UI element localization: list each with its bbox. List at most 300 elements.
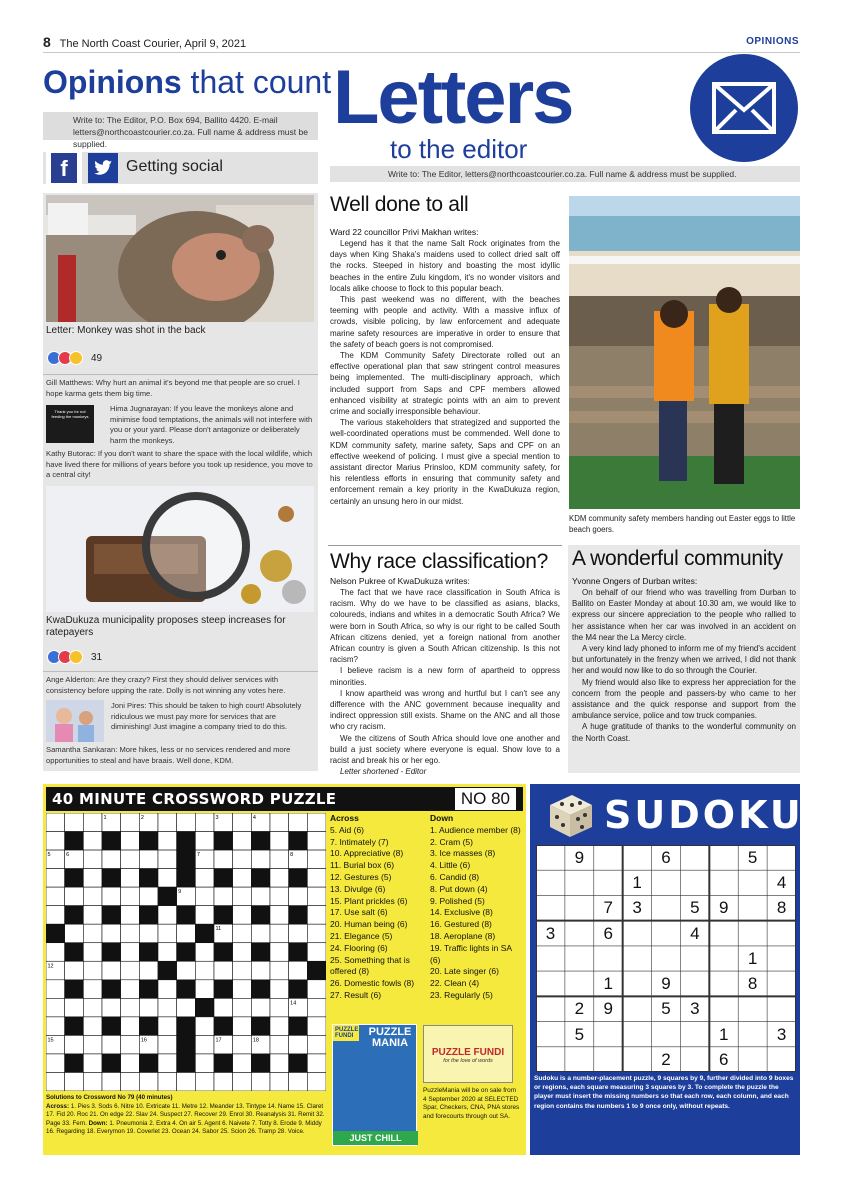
sudoku-cell[interactable]: 6 xyxy=(603,923,613,943)
envelope-glyph xyxy=(690,54,798,162)
crossword-cell[interactable] xyxy=(307,869,326,888)
crossword-cell[interactable] xyxy=(121,887,140,906)
crossword-cell[interactable] xyxy=(121,943,140,962)
sudoku-cell[interactable] xyxy=(709,996,738,1021)
crossword-black-cell xyxy=(251,1017,270,1036)
sudoku-cell[interactable] xyxy=(536,870,565,895)
crossword-cell[interactable] xyxy=(270,924,289,943)
sudoku-cell[interactable]: 6 xyxy=(661,848,671,867)
twitter-icon[interactable] xyxy=(86,152,120,184)
sudoku-cell[interactable] xyxy=(767,845,796,870)
crossword-cell[interactable] xyxy=(251,924,270,943)
sudoku-cell[interactable]: 3 xyxy=(632,898,642,918)
crossword-cell[interactable] xyxy=(251,1072,270,1091)
sudoku-cell[interactable] xyxy=(680,1022,709,1047)
sudoku-cell[interactable]: 3 xyxy=(690,999,700,1019)
sudoku-cell[interactable]: 1 xyxy=(747,948,758,968)
crossword-cell[interactable] xyxy=(195,1072,214,1091)
crossword-black-cell xyxy=(139,906,158,925)
crossword-cell[interactable] xyxy=(233,869,252,888)
crossword-cell[interactable] xyxy=(251,887,270,906)
crossword-cell[interactable] xyxy=(270,1054,289,1073)
crossword-cell[interactable] xyxy=(121,1017,140,1036)
crossword-cell[interactable] xyxy=(83,906,102,925)
crossword-cell[interactable] xyxy=(195,980,214,999)
crossword-cell[interactable] xyxy=(251,998,270,1017)
crossword-black-cell xyxy=(177,1017,196,1036)
crossword-cell[interactable] xyxy=(233,832,252,851)
sudoku-cell[interactable] xyxy=(565,971,594,996)
crossword-cell[interactable] xyxy=(195,1035,214,1054)
crossword-clue-number: 3 xyxy=(215,815,219,821)
sudoku-cell[interactable]: 1 xyxy=(603,974,613,994)
wonderful-paragraph: My friend would also like to express her appreciation for the concern from the people and passers-by who came to her assistance and the quick response and support from the ambulance service, police and tow truck companies. xyxy=(572,677,796,721)
crossword-cell[interactable] xyxy=(121,924,140,943)
clue-item: 9. Polished (5) xyxy=(430,895,485,906)
crossword-cell[interactable] xyxy=(307,1017,326,1036)
sudoku-cell[interactable] xyxy=(767,971,796,996)
crossword-cell[interactable] xyxy=(214,998,233,1017)
crossword-cell[interactable] xyxy=(307,850,326,869)
sudoku-cell[interactable]: 9 xyxy=(661,974,671,994)
down-clue-list xyxy=(430,825,524,1002)
crossword-cell[interactable] xyxy=(270,998,289,1017)
crossword-cell[interactable] xyxy=(270,961,289,980)
crossword-cell[interactable] xyxy=(195,832,214,851)
crossword-cell[interactable] xyxy=(251,961,270,980)
sudoku-cell[interactable] xyxy=(652,870,681,895)
crossword-cell[interactable] xyxy=(158,943,177,962)
sudoku-cell[interactable] xyxy=(536,845,565,870)
sudoku-cell[interactable]: 9 xyxy=(574,848,585,867)
crossword-cell[interactable] xyxy=(158,869,177,888)
crossword-cell[interactable] xyxy=(233,961,252,980)
crossword-number: NO 80 xyxy=(455,788,516,810)
sudoku-cell[interactable]: 1 xyxy=(632,873,642,893)
crossword-cell[interactable] xyxy=(158,1017,177,1036)
crossword-cell[interactable] xyxy=(307,1054,326,1073)
crossword-cell[interactable] xyxy=(121,1072,140,1091)
sudoku-cell[interactable] xyxy=(738,870,767,895)
sudoku-cell[interactable]: 8 xyxy=(776,898,787,918)
crossword-black-cell xyxy=(177,869,196,888)
crossword-cell[interactable] xyxy=(270,813,289,832)
crossword-cell[interactable] xyxy=(46,1017,65,1036)
sudoku-cell[interactable] xyxy=(680,971,709,996)
crossword-cell[interactable] xyxy=(270,1035,289,1054)
sudoku-cell[interactable]: 9 xyxy=(719,898,729,918)
crossword-cell[interactable] xyxy=(83,832,102,851)
post2-divider xyxy=(43,671,318,672)
crossword-cell[interactable] xyxy=(158,850,177,869)
crossword-black-cell xyxy=(65,906,84,925)
crossword-cell[interactable] xyxy=(214,887,233,906)
crossword-cell[interactable] xyxy=(121,1035,140,1054)
sudoku-cell[interactable]: 4 xyxy=(776,873,787,893)
crossword-cell[interactable] xyxy=(307,980,326,999)
crossword-cell[interactable] xyxy=(158,813,177,832)
crossword-cell[interactable] xyxy=(270,850,289,869)
crossword-cell[interactable] xyxy=(46,906,65,925)
sudoku-cell[interactable] xyxy=(652,1022,681,1047)
crossword-clue-number: 7 xyxy=(196,852,200,859)
crossword-cell[interactable] xyxy=(65,813,84,832)
crossword-cell[interactable] xyxy=(139,1072,158,1091)
sudoku-cell[interactable] xyxy=(536,1022,565,1047)
crossword-cell[interactable] xyxy=(83,869,102,888)
crossword-cell[interactable] xyxy=(195,1054,214,1073)
sudoku-cell[interactable] xyxy=(623,946,652,971)
clue-item: 11. Burial box (6) xyxy=(330,860,395,871)
crossword-cell[interactable] xyxy=(121,906,140,925)
crossword-cell[interactable] xyxy=(307,998,326,1017)
crossword-cell[interactable] xyxy=(83,998,102,1017)
mag2-subtitle: for the love of words xyxy=(443,1058,493,1064)
crossword-cell[interactable] xyxy=(233,980,252,999)
sudoku-cell[interactable]: 5 xyxy=(574,1024,585,1044)
crossword-cell[interactable] xyxy=(158,1072,177,1091)
wow-icon xyxy=(69,351,83,365)
sudoku-cell[interactable] xyxy=(565,921,594,946)
crossword-cell[interactable] xyxy=(233,906,252,925)
crossword-cell[interactable] xyxy=(195,869,214,888)
crossword-cell[interactable] xyxy=(158,832,177,851)
crossword-black-cell xyxy=(139,1054,158,1073)
crossword-cell[interactable] xyxy=(270,980,289,999)
sudoku-cell[interactable]: 2 xyxy=(661,1049,671,1069)
post1-reaction-count: 49 xyxy=(91,352,103,364)
crossword-cell[interactable] xyxy=(102,887,121,906)
sudoku-cell[interactable] xyxy=(536,971,565,996)
crossword-cell[interactable] xyxy=(270,1017,289,1036)
crossword-cell[interactable] xyxy=(121,832,140,851)
sudoku-cell[interactable]: 4 xyxy=(690,923,700,943)
crossword-cell[interactable] xyxy=(251,850,270,869)
crossword-cell[interactable] xyxy=(195,813,214,832)
crossword-cell[interactable] xyxy=(307,924,326,943)
sudoku-cell[interactable] xyxy=(623,845,652,870)
clue-item: 10. Appreciative (8) xyxy=(330,848,404,859)
post2-comment-2: Joni Pires: This should be taken to high court! Absolutely ridiculous we must pay more for services that are diminishing! Just imagine a company tried to do this. xyxy=(111,701,302,731)
across-heading: Across xyxy=(330,813,359,823)
sudoku-cell[interactable]: 1 xyxy=(719,1024,729,1044)
crossword-cell[interactable] xyxy=(121,869,140,888)
crossword-cell[interactable] xyxy=(46,1054,65,1073)
sudoku-cell[interactable] xyxy=(652,946,681,971)
crossword-cell[interactable] xyxy=(233,813,252,832)
sudoku-cell[interactable] xyxy=(680,870,709,895)
post2-reaction-count: 31 xyxy=(91,651,103,663)
sudoku-cell[interactable] xyxy=(738,1047,767,1072)
sudoku-cell[interactable]: 3 xyxy=(545,923,556,943)
crossword-cell[interactable] xyxy=(46,1072,65,1091)
sudoku-cell[interactable] xyxy=(623,1047,652,1072)
post2-reactions[interactable] xyxy=(47,650,102,664)
sudoku-cell[interactable] xyxy=(709,971,738,996)
sudoku-cell[interactable] xyxy=(767,946,796,971)
sudoku-cell[interactable]: 8 xyxy=(747,974,758,994)
sudoku-cell[interactable] xyxy=(709,921,738,946)
well-done-paragraph: Legend has it that the name Salt Rock originates from the days when King Shaka's maidens used to collect dried salt off the rocks. Steeped in history and boasting the most idyllic beaches in the entire Zulu kingdom, it's no wonder visitors and locals alike choose to flock to this popular beach. xyxy=(330,239,560,293)
crossword-black-cell xyxy=(177,850,196,869)
sudoku-cell[interactable]: 5 xyxy=(747,848,758,867)
sudoku-cell[interactable]: 5 xyxy=(690,898,700,918)
crossword-cell[interactable] xyxy=(83,887,102,906)
sudoku-cell[interactable] xyxy=(738,921,767,946)
crossword-cell[interactable] xyxy=(83,1054,102,1073)
crossword-cell[interactable] xyxy=(307,832,326,851)
crossword-cell[interactable] xyxy=(270,943,289,962)
solutions-title: Solutions to Crossword No 79 (40 minutes) xyxy=(46,1094,173,1101)
sudoku-cell[interactable] xyxy=(594,946,623,971)
sudoku-cell[interactable] xyxy=(536,996,565,1021)
crossword-cell[interactable] xyxy=(233,998,252,1017)
crossword-cell[interactable] xyxy=(46,998,65,1017)
wow-icon xyxy=(69,650,83,664)
crossword-cell[interactable] xyxy=(139,961,158,980)
clue-item: 3. Ice masses (8) xyxy=(430,848,496,859)
crossword-cell[interactable] xyxy=(195,943,214,962)
sudoku-cell[interactable] xyxy=(623,996,652,1021)
crossword-black-cell xyxy=(139,1017,158,1036)
crossword-cell[interactable] xyxy=(307,943,326,962)
crossword-cell[interactable] xyxy=(65,887,84,906)
crossword-cell[interactable] xyxy=(83,1072,102,1091)
well-done-paragraph: The various stakeholders that strategized and supported the well-coordinated operations must be commended. Well done to KDM community safety, marine safety, Saps and CPF on an effective weekend of policing. I must give a special mention to assistant director Marius Prinsloo, KDM community safety, for his relentless efforts in ensuring that community safety and enforcement remain a key priority in the KwaDukuza region, certainly an unsung hero in our midst. xyxy=(330,418,560,506)
crossword-cell[interactable] xyxy=(139,850,158,869)
crossword-grid[interactable] xyxy=(46,813,326,1091)
crossword-black-cell xyxy=(139,869,158,888)
sudoku-cell[interactable] xyxy=(709,870,738,895)
sudoku-cell[interactable] xyxy=(536,946,565,971)
crossword-cell[interactable] xyxy=(65,998,84,1017)
crossword-cell[interactable] xyxy=(307,887,326,906)
crossword-cell[interactable] xyxy=(46,869,65,888)
crossword-cell[interactable] xyxy=(121,813,140,832)
clue-item: 21. Elegance (5) xyxy=(330,930,393,941)
sudoku-cell[interactable]: 3 xyxy=(776,1024,787,1044)
sudoku-cell[interactable] xyxy=(623,921,652,946)
race-byline: Nelson Pukree of KwaDukuza writes: xyxy=(330,576,470,586)
crossword-black-cell xyxy=(139,943,158,962)
monkey-sign-text: Thank you for not feeding the monkeys xyxy=(51,409,89,419)
post1-caption[interactable]: Letter: Monkey was shot in the back xyxy=(46,325,206,336)
sudoku-cell[interactable] xyxy=(594,845,623,870)
crossword-black-cell xyxy=(102,1054,121,1073)
post1-reactions[interactable] xyxy=(47,351,102,365)
crossword-cell[interactable] xyxy=(307,813,326,832)
crossword-cell[interactable] xyxy=(139,887,158,906)
sudoku-cell[interactable] xyxy=(767,996,796,1021)
crossword-cell[interactable] xyxy=(102,850,121,869)
sudoku-cell[interactable] xyxy=(565,870,594,895)
photo-caption: KDM community safety members handing out Easter eggs to little beach goers. xyxy=(569,514,796,534)
crossword-cell[interactable] xyxy=(195,1017,214,1036)
crossword-cell[interactable] xyxy=(270,887,289,906)
post2-caption[interactable]: KwaDukuza municipality proposes steep increases for ratepayers xyxy=(46,615,286,638)
wonderful-paragraph: On behalf of our friend who was travelling from Durban to Ballito on Easter Monday at about 10.30 am, we would like to express our sincere appreciation to the people who rallied to her assistance when her car was involved in an accident on the M4 near the La Mercy circle. xyxy=(572,588,796,642)
crossword-cell[interactable] xyxy=(121,998,140,1017)
crossword-cell[interactable] xyxy=(121,961,140,980)
crossword-cell[interactable] xyxy=(65,961,84,980)
crossword-black-cell xyxy=(251,943,270,962)
clue-item: 17. Use salt (6) xyxy=(330,907,388,918)
sudoku-cell[interactable] xyxy=(767,1047,796,1072)
sudoku-cell[interactable] xyxy=(594,1047,623,1072)
race-title: Why race classification? xyxy=(330,550,549,573)
solutions-across: 1. Pies 3. Sods 6. Nitre 10. Extricate 11. Metre 12. Meander 13. Tintype 14. Name 15. Claret 17. Fid 20. Roc 21. On edge 22. Slav 24. Suspect 27. Recover 29. Enrol 30. Reanalysis 31. Remit 32. Page 33. Fern. xyxy=(46,1102,325,1127)
sudoku-cell[interactable] xyxy=(623,971,652,996)
race-editor-note: Letter shortened - Editor xyxy=(340,767,427,777)
crossword-cell[interactable] xyxy=(83,943,102,962)
well-done-paragraph: This past weekend was no different, with the beaches teeming with people and activity. With a massive influx of crowds, visible policing, by law enforcement and adequate marine safety resources are imperative in order to ensure that the safety of beach goers is not compromised. xyxy=(330,295,560,349)
crossword-cell[interactable] xyxy=(195,887,214,906)
crossword-cell[interactable] xyxy=(46,887,65,906)
crossword-cell[interactable] xyxy=(233,850,252,869)
crossword-cell[interactable] xyxy=(83,1017,102,1036)
sudoku-grid[interactable] xyxy=(536,845,796,1072)
crossword-cell[interactable] xyxy=(83,980,102,999)
crossword-cell[interactable] xyxy=(83,924,102,943)
sudoku-cell[interactable] xyxy=(652,921,681,946)
crossword-cell[interactable] xyxy=(270,1072,289,1091)
crossword-cell[interactable] xyxy=(121,980,140,999)
facebook-icon[interactable] xyxy=(46,152,82,184)
race-paragraph: I know apartheid was wrong and hurtful but I can't see any difference with the ANC government because inequality and indirect oppression still exists. Shame on the ANC and all those who cry racism. xyxy=(330,688,560,732)
sudoku-cell[interactable]: 7 xyxy=(603,898,613,918)
sudoku-cell[interactable] xyxy=(767,921,796,946)
crossword-cell[interactable] xyxy=(233,943,252,962)
sudoku-cell[interactable] xyxy=(594,1022,623,1047)
crossword-cell[interactable] xyxy=(307,1072,326,1091)
crossword-cell[interactable] xyxy=(83,961,102,980)
sudoku-cell[interactable] xyxy=(623,1022,652,1047)
crossword-cell[interactable] xyxy=(177,813,196,832)
crossword-cell[interactable] xyxy=(121,1054,140,1073)
crossword-cell[interactable] xyxy=(233,1035,252,1054)
sudoku-cell[interactable] xyxy=(565,895,594,920)
sudoku-cell[interactable] xyxy=(738,895,767,920)
crossword-cell[interactable] xyxy=(46,980,65,999)
sudoku-cell[interactable]: 2 xyxy=(574,999,585,1019)
crossword-cell[interactable] xyxy=(158,906,177,925)
crossword-cell[interactable] xyxy=(233,1054,252,1073)
clue-item: 6. Candid (8) xyxy=(430,871,480,882)
crossword-cell[interactable] xyxy=(83,1035,102,1054)
clue-item: 27. Result (6) xyxy=(330,989,382,1000)
wonderful-paragraph: A huge gratitude of thanks to the wonderful community on the North Coast. xyxy=(572,722,796,743)
crossword-cell[interactable] xyxy=(121,850,140,869)
crossword-cell[interactable] xyxy=(46,943,65,962)
crossword-cell[interactable] xyxy=(214,961,233,980)
sudoku-cell[interactable]: 5 xyxy=(661,999,671,1019)
crossword-cell[interactable] xyxy=(158,924,177,943)
crossword-cell[interactable] xyxy=(289,1035,308,1054)
wonderful-byline: Yvonne Ongers of Durban writes: xyxy=(572,576,698,586)
crossword-cell[interactable] xyxy=(139,998,158,1017)
clue-item: 5. Aid (6) xyxy=(330,824,365,835)
sudoku-cell[interactable] xyxy=(536,1047,565,1072)
crossword-clue-number: 4 xyxy=(252,815,256,821)
crossword-cell[interactable] xyxy=(102,1035,121,1054)
crossword-cell[interactable] xyxy=(233,924,252,943)
sudoku-cell[interactable] xyxy=(536,895,565,920)
clue-item: 24. Flooring (6) xyxy=(330,942,388,953)
crossword-cell[interactable] xyxy=(83,850,102,869)
crossword-cell[interactable] xyxy=(46,832,65,851)
crossword-cell[interactable] xyxy=(307,906,326,925)
mag2-title: PUZZLE FUNDI xyxy=(431,1047,505,1058)
crossword-cell[interactable] xyxy=(270,906,289,925)
sudoku-cell[interactable] xyxy=(652,895,681,920)
sudoku-cell[interactable] xyxy=(680,946,709,971)
crossword-cell[interactable] xyxy=(214,1072,233,1091)
crossword-cell[interactable] xyxy=(289,924,308,943)
crossword-cell[interactable] xyxy=(289,813,308,832)
crossword-cell[interactable] xyxy=(65,924,84,943)
clue-item: 15. Plant prickles (6) xyxy=(330,895,408,906)
crossword-cell[interactable] xyxy=(233,1017,252,1036)
crossword-cell[interactable] xyxy=(65,1035,84,1054)
facebook-letter: f xyxy=(51,153,77,183)
crossword-cell[interactable] xyxy=(158,998,177,1017)
crossword-cell[interactable] xyxy=(195,961,214,980)
sudoku-cell[interactable] xyxy=(680,845,709,870)
crossword-cell[interactable] xyxy=(270,869,289,888)
sudoku-cell[interactable] xyxy=(565,946,594,971)
crossword-cell[interactable] xyxy=(177,998,196,1017)
sudoku-cell[interactable] xyxy=(709,946,738,971)
crossword-cell[interactable] xyxy=(307,1035,326,1054)
crossword-black-cell xyxy=(65,1017,84,1036)
crossword-cell[interactable] xyxy=(195,906,214,925)
crossword-cell[interactable] xyxy=(102,924,121,943)
crossword-cell[interactable] xyxy=(158,980,177,999)
sudoku-cell[interactable] xyxy=(709,845,738,870)
crossword-cell[interactable] xyxy=(289,961,308,980)
clue-item: 16. Gestured (8) xyxy=(430,919,492,930)
crossword-cell[interactable] xyxy=(158,1054,177,1073)
crossword-cell[interactable] xyxy=(46,813,65,832)
crossword-cell[interactable] xyxy=(289,1072,308,1091)
crossword-cell[interactable] xyxy=(270,832,289,851)
crossword-cell[interactable] xyxy=(177,924,196,943)
sudoku-cell[interactable] xyxy=(738,996,767,1021)
crossword-cell[interactable] xyxy=(214,850,233,869)
crossword-cell[interactable] xyxy=(65,1072,84,1091)
crossword-cell[interactable] xyxy=(233,1072,252,1091)
crossword-cell[interactable] xyxy=(83,813,102,832)
sudoku-cell[interactable]: 9 xyxy=(603,999,613,1019)
crossword-cell[interactable] xyxy=(102,1072,121,1091)
crossword-cell[interactable] xyxy=(102,961,121,980)
crossword-cell[interactable] xyxy=(158,1035,177,1054)
sudoku-cell[interactable] xyxy=(680,1047,709,1072)
header-separator: , xyxy=(178,38,185,50)
sudoku-cell[interactable] xyxy=(594,870,623,895)
sudoku-cell[interactable]: 6 xyxy=(719,1049,729,1069)
crossword-clue-number: 1 xyxy=(103,815,107,821)
crossword-cell[interactable] xyxy=(289,887,308,906)
crossword-cell[interactable] xyxy=(177,961,196,980)
sudoku-cell[interactable] xyxy=(565,1047,594,1072)
crossword-black-cell xyxy=(177,1054,196,1073)
crossword-cell[interactable] xyxy=(102,998,121,1017)
crossword-cell[interactable] xyxy=(139,924,158,943)
crossword-cell[interactable] xyxy=(177,1072,196,1091)
crossword-cell[interactable] xyxy=(233,887,252,906)
sudoku-cell[interactable] xyxy=(738,1022,767,1047)
